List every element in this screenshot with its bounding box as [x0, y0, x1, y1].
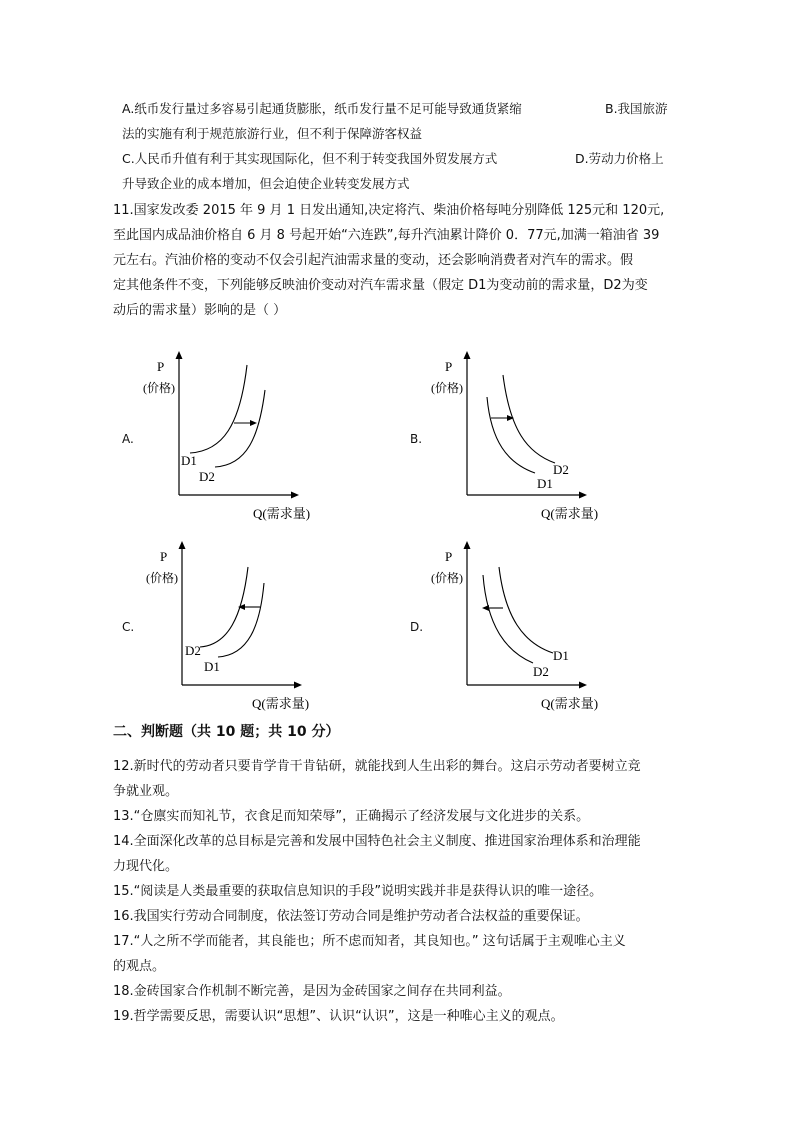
graph-c-x-label: Q(需求量): [252, 696, 310, 711]
graph-c: [140, 535, 340, 715]
graph-b-y-sublabel: (价格): [431, 381, 463, 395]
graph-c-y-arrow: [179, 541, 186, 549]
curve-label: D1: [204, 659, 220, 674]
curve-d1: [487, 397, 535, 473]
graph-b-x-arrow: [579, 492, 587, 499]
q11-line: 11.国家发改委 2015 年 9 月 1 日发出通知,决定将汽、柴油价格每吨分别降低 125元和 120元,: [113, 203, 665, 218]
statement-line: 13.“仓廪实而知礼节，衣食足而知荣辱”，正确揭示了经济发展与文化进步的关系。: [113, 809, 590, 824]
graph-b-x-label: Q(需求量): [541, 506, 599, 521]
statement-line: 18.金砖国家合作机制不断完善，是因为金砖国家之间存在共同利益。: [113, 984, 511, 999]
graph-a-option: A.: [122, 432, 134, 446]
graph-d-x-label: Q(需求量): [541, 696, 599, 711]
graph-d-y-arrow: [464, 541, 471, 549]
graph-d: [425, 535, 625, 715]
curve-label: D2: [553, 462, 569, 477]
curve-d2: [483, 575, 533, 663]
option-c: C.人民币升值有利于其实现国际化，但不利于转变我国外贸发展方式: [122, 151, 498, 166]
statement-line: 12.新时代的劳动者只要肯学肯干肯钻研，就能找到人生出彩的舞台。这启示劳动者要树立竞: [113, 759, 641, 774]
option-a: A.纸币发行量过多容易引起通货膨胀，纸币发行量不足可能导致通货紧缩: [122, 101, 522, 116]
q11-line: 动后的需求量）影响的是（ ）: [113, 303, 287, 318]
curve-label: D2: [185, 643, 201, 658]
curve-label: D1: [181, 453, 197, 468]
option-b-cont: 法的实施有利于规范旅游行业，但不利于保障游客权益: [122, 126, 423, 141]
option-b-start: B.我国旅游: [605, 101, 668, 116]
q11-line: 至此国内成品油价格自 6 月 8 号起开始“六连跌”,每升汽油累计降价 0．77元,加满一箱油省 39: [113, 228, 660, 243]
graph-d-x-arrow: [579, 682, 587, 689]
graph-a-y-sublabel: (价格): [143, 381, 175, 395]
graph-b-y-arrow: [464, 351, 471, 359]
graph-b: [425, 345, 625, 525]
statement-line: 力现代化。: [113, 859, 179, 874]
graph-c-y-sublabel: (价格): [146, 571, 178, 585]
q11-line: 元左右。汽油价格的变动不仅会引起汽油需求量的变动，还会影响消费者对汽车的需求。假: [113, 253, 634, 268]
graph-c-y-label: P: [160, 549, 168, 564]
shift-arrowhead: [482, 605, 489, 611]
graph-a-x-label: Q(需求量): [253, 506, 311, 521]
graph-b-option: B.: [410, 432, 423, 446]
graph-a: [135, 345, 335, 525]
section-heading: 二、判断题（共 10 题；共 10 分）: [113, 724, 340, 740]
statement-line: 争就业观。: [113, 784, 179, 799]
statement-line: 17.“人之所不学而能者，其良能也；所不虑而知者，其良知也。” 这句话属于主观唯心主义: [113, 934, 626, 949]
graph-b-y-label: P: [445, 359, 453, 374]
curve-label: D1: [537, 476, 553, 491]
graph-a-y-label: P: [157, 359, 165, 374]
graph-d-y-sublabel: (价格): [431, 571, 463, 585]
curve-label: D2: [199, 469, 215, 484]
option-d-cont: 升导致企业的成本增加，但会迫使企业转变发展方式: [122, 176, 410, 191]
statement-line: 14.全面深化改革的总目标是完善和发展中国特色社会主义制度、推进国家治理体系和治理能: [113, 834, 641, 849]
graph-d-option: D.: [410, 620, 424, 634]
curve-label: D1: [553, 648, 569, 663]
shift-arrowhead: [250, 420, 257, 426]
curve-d1: [218, 583, 264, 657]
curve-label: D2: [533, 664, 549, 679]
statement-line: 的观点。: [113, 959, 166, 974]
q11-line: 定其他条件不变，下列能够反映油价变动对汽车需求量（假定 D1为变动前的需求量，D2为变: [113, 278, 648, 293]
option-d-start: D.劳动力价格上: [575, 151, 664, 166]
curve-d1: [499, 567, 553, 653]
statement-line: 15.“阅读是人类最重要的获取信息知识的手段”说明实践并非是获得认识的唯一途径。: [113, 884, 603, 899]
statement-line: 16.我国实行劳动合同制度，依法签订劳动合同是维护劳动者合法权益的重要保证。: [113, 909, 589, 924]
graph-d-y-label: P: [445, 549, 453, 564]
graph-c-x-arrow: [294, 682, 302, 689]
statement-line: 19.哲学需要反思，需要认识“思想”、认识“认识”，这是一种唯心主义的观点。: [113, 1009, 564, 1024]
graph-a-x-arrow: [291, 492, 299, 499]
graph-c-option: C.: [122, 620, 135, 634]
graph-a-y-arrow: [176, 351, 183, 359]
curve-d1: [190, 365, 247, 453]
